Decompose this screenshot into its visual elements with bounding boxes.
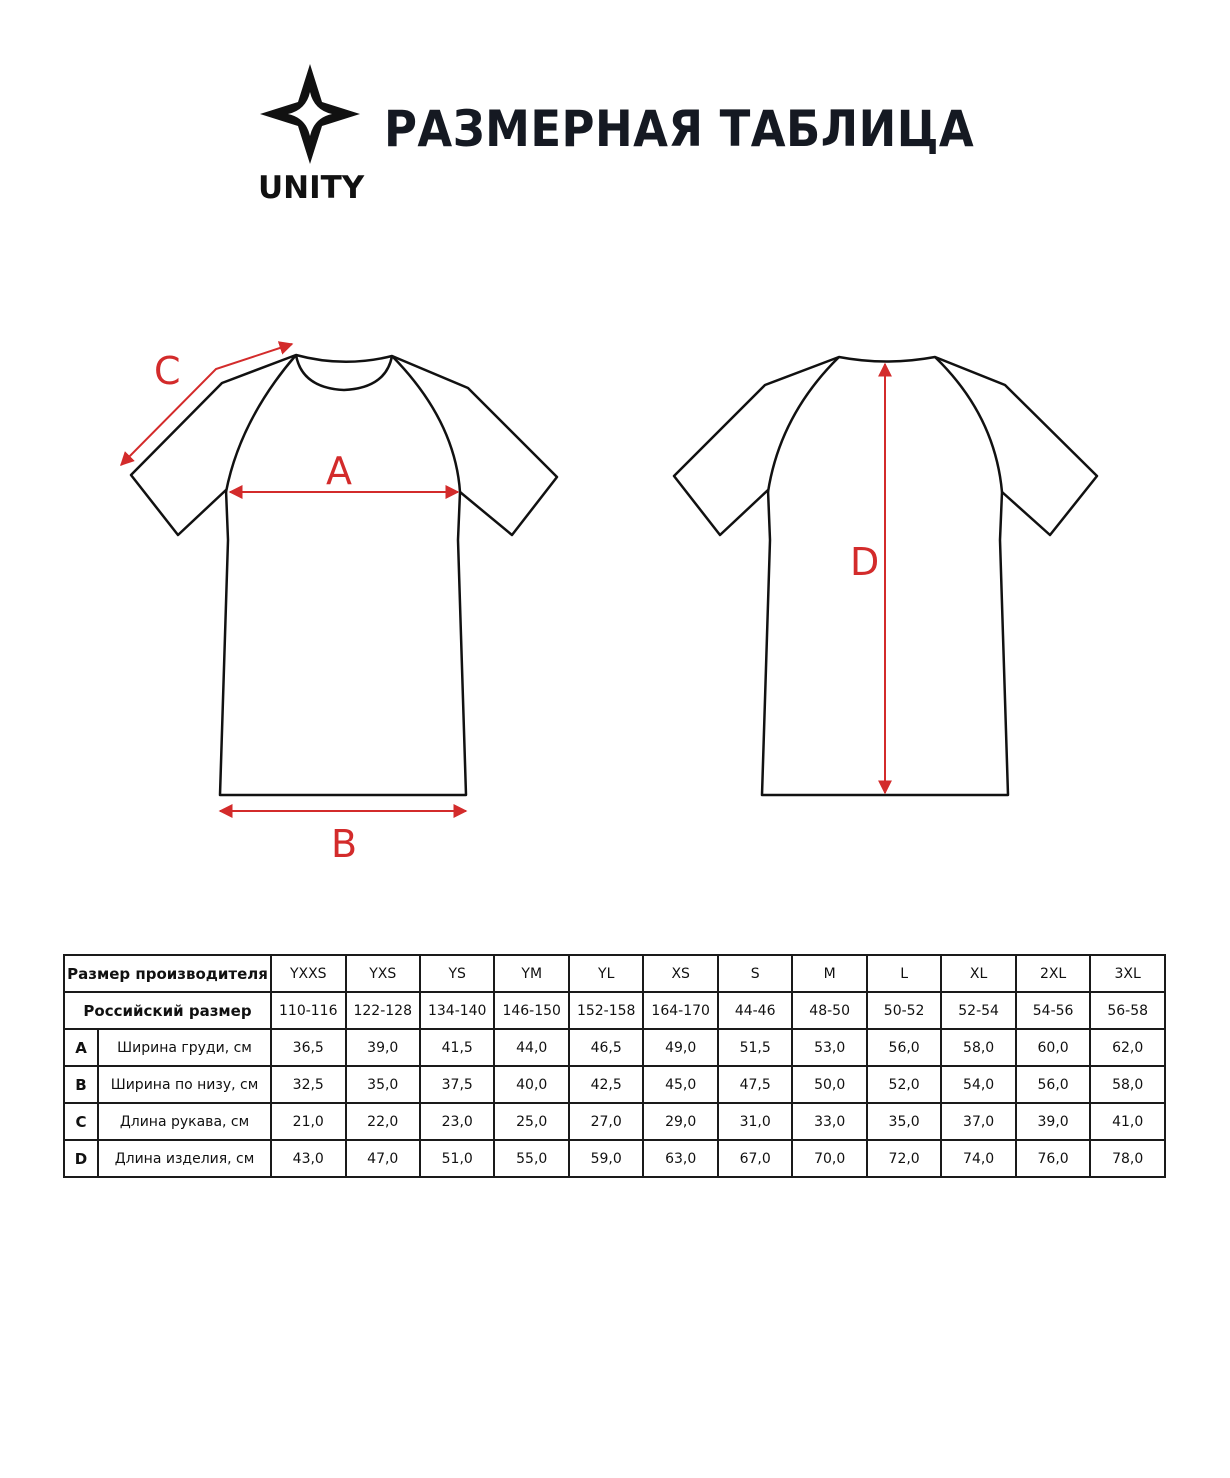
table-cell: 67,0 [718,1140,792,1177]
table-cell: 76,0 [1016,1140,1090,1177]
table-cell: 59,0 [569,1140,643,1177]
table-cell: 56,0 [867,1029,941,1066]
measurement-lines [121,344,885,811]
table-cell: 29,0 [643,1103,717,1140]
table-cell: 58,0 [1090,1066,1165,1103]
table-cell: 43,0 [271,1140,345,1177]
tshirt-diagram [0,300,1230,880]
label-d: D [850,540,880,584]
table-cell: M [792,955,866,992]
table-cell: S [718,955,792,992]
page-title: РАЗМЕРНАЯ ТАБЛИЦА [384,100,975,158]
table-cell: 22,0 [346,1103,420,1140]
table-cell: 164-170 [643,992,717,1029]
table-cell: 51,0 [420,1140,494,1177]
table-cell: 52,0 [867,1066,941,1103]
table-cell: 44-46 [718,992,792,1029]
table-cell: 55,0 [494,1140,568,1177]
brand-name: UNITY [258,170,365,206]
table-cell: 37,0 [941,1103,1015,1140]
row-letter: B [64,1066,98,1103]
row-label: Ширина по низу, см [98,1066,271,1103]
table-cell: 51,5 [718,1029,792,1066]
table-row [64,1140,1165,1177]
table-cell: 146-150 [494,992,568,1029]
table-cell: 40,0 [494,1066,568,1103]
table-cell: 70,0 [792,1140,866,1177]
table-cell: 49,0 [643,1029,717,1066]
table-cell: 25,0 [494,1103,568,1140]
row-label: Российский размер [64,992,271,1029]
table-cell: 58,0 [941,1029,1015,1066]
table-cell: 53,0 [792,1029,866,1066]
table-cell: 39,0 [1016,1103,1090,1140]
table-cell: 42,5 [569,1066,643,1103]
table-cell: 50,0 [792,1066,866,1103]
table-row [64,1103,1165,1140]
table-cell: 47,0 [346,1140,420,1177]
row-label: Длина рукава, см [98,1103,271,1140]
row-letter: D [64,1140,98,1177]
table-cell: 37,5 [420,1066,494,1103]
table-cell: 48-50 [792,992,866,1029]
table-cell: 122-128 [346,992,420,1029]
table-cell: 41,5 [420,1029,494,1066]
table-cell: 62,0 [1090,1029,1165,1066]
star-logo-icon [258,62,362,166]
table-cell: 72,0 [867,1140,941,1177]
table-cell: 27,0 [569,1103,643,1140]
table-cell: XS [643,955,717,992]
table-cell: 47,5 [718,1066,792,1103]
size-table [63,954,1166,1178]
row-letter: A [64,1029,98,1066]
table-cell: 78,0 [1090,1140,1165,1177]
table-cell: 52-54 [941,992,1015,1029]
table-cell: 31,0 [718,1103,792,1140]
table-cell: YS [420,955,494,992]
table-cell: 152-158 [569,992,643,1029]
table-cell: 56,0 [1016,1066,1090,1103]
table-row [64,1066,1165,1103]
table-cell: 110-116 [271,992,345,1029]
table-cell: 60,0 [1016,1029,1090,1066]
table-cell: 45,0 [643,1066,717,1103]
table-cell: YM [494,955,568,992]
table-cell: 41,0 [1090,1103,1165,1140]
table-cell: YXS [346,955,420,992]
row-letter: C [64,1103,98,1140]
table-header-row [64,955,1165,992]
table-cell: 32,5 [271,1066,345,1103]
table-cell: 35,0 [867,1103,941,1140]
label-c: C [154,349,181,393]
table-cell: 3XL [1090,955,1165,992]
table-header-row [64,992,1165,1029]
table-cell: 134-140 [420,992,494,1029]
table-cell: 50-52 [867,992,941,1029]
table-cell: L [867,955,941,992]
table-cell: 44,0 [494,1029,568,1066]
table-cell: YXXS [271,955,345,992]
table-cell: 33,0 [792,1103,866,1140]
table-cell: 63,0 [643,1140,717,1177]
table-cell: 56-58 [1090,992,1165,1029]
row-label: Длина изделия, см [98,1140,271,1177]
table-row [64,1029,1165,1066]
table-cell: 54-56 [1016,992,1090,1029]
size-table-body [64,955,1165,1177]
front-view-shirt [131,355,557,795]
label-a: A [326,449,352,493]
table-cell: 39,0 [346,1029,420,1066]
brand-logo [258,62,365,212]
row-label: Размер производителя [64,955,271,992]
table-cell: 35,0 [346,1066,420,1103]
table-cell: 23,0 [420,1103,494,1140]
table-cell: 74,0 [941,1140,1015,1177]
table-cell: YL [569,955,643,992]
label-b: B [331,822,358,866]
table-cell: 36,5 [271,1029,345,1066]
table-cell: 21,0 [271,1103,345,1140]
table-cell: 54,0 [941,1066,1015,1103]
measure-line-c [121,344,292,465]
table-cell: 46,5 [569,1029,643,1066]
table-cell: XL [941,955,1015,992]
table-cell: 2XL [1016,955,1090,992]
row-label: Ширина груди, см [98,1029,271,1066]
